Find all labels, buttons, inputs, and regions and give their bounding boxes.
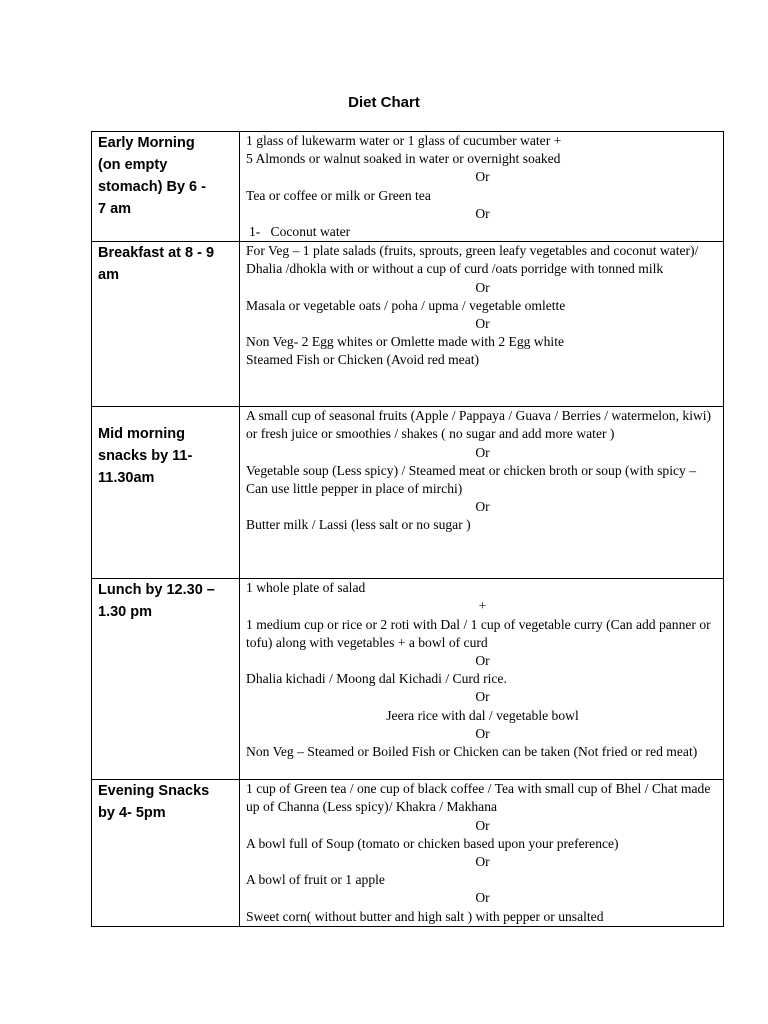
or-separator: Or [475, 854, 490, 870]
plus-separator: + [478, 598, 487, 614]
table-row-breakfast [92, 242, 724, 407]
option-line: Jeera rice with dal / vegetable bowl [386, 707, 579, 723]
or-separator: Or [475, 444, 490, 460]
meal-options-cell [240, 579, 724, 780]
or-separator: Or [475, 499, 490, 515]
table-row-early-morning [92, 132, 724, 242]
meal-time-cell [92, 579, 240, 780]
meal-time-cell [92, 242, 240, 407]
option-line: 1 glass of lukewarm water or 1 glass of cucumber water + [246, 133, 562, 148]
diet-chart-table [91, 131, 724, 927]
option-line: Butter milk / Lassi (less salt or no sugar ) [246, 517, 471, 533]
page-title: Diet Chart [348, 94, 420, 111]
option-line: A bowl of fruit or 1 apple [246, 872, 385, 888]
meal-time-label: Evening Snacks by 4- 5pm [98, 783, 210, 822]
option-line: A bowl full of Soup (tomato or chicken based upon your preference) [246, 835, 619, 851]
or-separator: Or [475, 725, 490, 741]
option-line: Sweet corn( without butter and high salt ) with pepper or unsalted [246, 908, 604, 924]
or-separator: Or [475, 279, 490, 295]
table-row-lunch [92, 579, 724, 780]
table-row-mid-morning [92, 407, 724, 579]
or-separator: Or [475, 817, 490, 833]
meal-time-label: Mid morning snacks by 11- 11.30am [98, 426, 193, 487]
option-line: Tea or coffee or milk or Green tea [246, 187, 431, 203]
option-line: Dhalia kichadi / Moong dal Kichadi / Curd rice. [246, 671, 507, 687]
option-line: For Veg – 1 plate salads (fruits, sprouts, green leafy vegetables and coconut water)/ Dhalia /dhokla with or without a cup of curd /oats porridge with tonned milk [246, 243, 699, 277]
meal-time-cell [92, 407, 240, 579]
option-line: A small cup of seasonal fruits (Apple / Pappaya / Guava / Berries / watermelon, kiwi) or fresh juice or smoothies / shakes ( no sugar and add more water ) [246, 408, 712, 442]
option-line: 1 medium cup or rice or 2 roti with Dal / 1 cup of vegetable curry (Can add panner or tofu) along with vegetables + a bowl of curd [246, 616, 711, 650]
or-separator: Or [475, 689, 490, 705]
option-line: Non Veg – Steamed or Boiled Fish or Chicken can be taken (Not fried or red meat) [246, 744, 698, 760]
option-line: 1 cup of Green tea / one cup of black coffee / Tea with small cup of Bhel / Chat made up of Channa (Less spicy)/ Khakra / Makhana [246, 781, 711, 815]
meal-options-cell [240, 780, 724, 927]
option-line: Vegetable soup (Less spicy) / Steamed meat or chicken broth or soup (with spicy – Can use little pepper in place of mirchi) [246, 462, 696, 497]
meal-time-label: Lunch by 12.30 – 1.30 pm [98, 582, 215, 621]
table-row-evening-snacks [92, 780, 724, 927]
meal-time-cell [92, 132, 240, 242]
or-separator: Or [475, 653, 490, 669]
meal-options-cell [240, 132, 724, 242]
meal-options-cell [240, 242, 724, 407]
option-line: 5 Almonds or walnut soaked in water or overnight soaked [246, 151, 561, 167]
meal-time-label: Early Morning (on empty stomach) By 6 - 7 am [98, 135, 206, 217]
numbered-option-line: 1- Coconut water [249, 224, 351, 240]
option-line: Non Veg- 2 Egg whites or Omlette made with 2 Egg white [246, 334, 565, 350]
meal-options-cell [240, 407, 724, 579]
or-separator: Or [475, 169, 490, 185]
meal-time-label: Breakfast at 8 - 9 am [98, 245, 215, 284]
option-line: Masala or vegetable oats / poha / upma / vegetable omlette [246, 297, 566, 313]
meal-time-cell [92, 780, 240, 927]
option-line: 1 whole plate of salad [246, 580, 366, 596]
or-separator: Or [475, 205, 490, 221]
or-separator: Or [475, 316, 490, 332]
option-line: Steamed Fish or Chicken (Avoid red meat) [246, 352, 480, 368]
or-separator: Or [475, 890, 490, 906]
